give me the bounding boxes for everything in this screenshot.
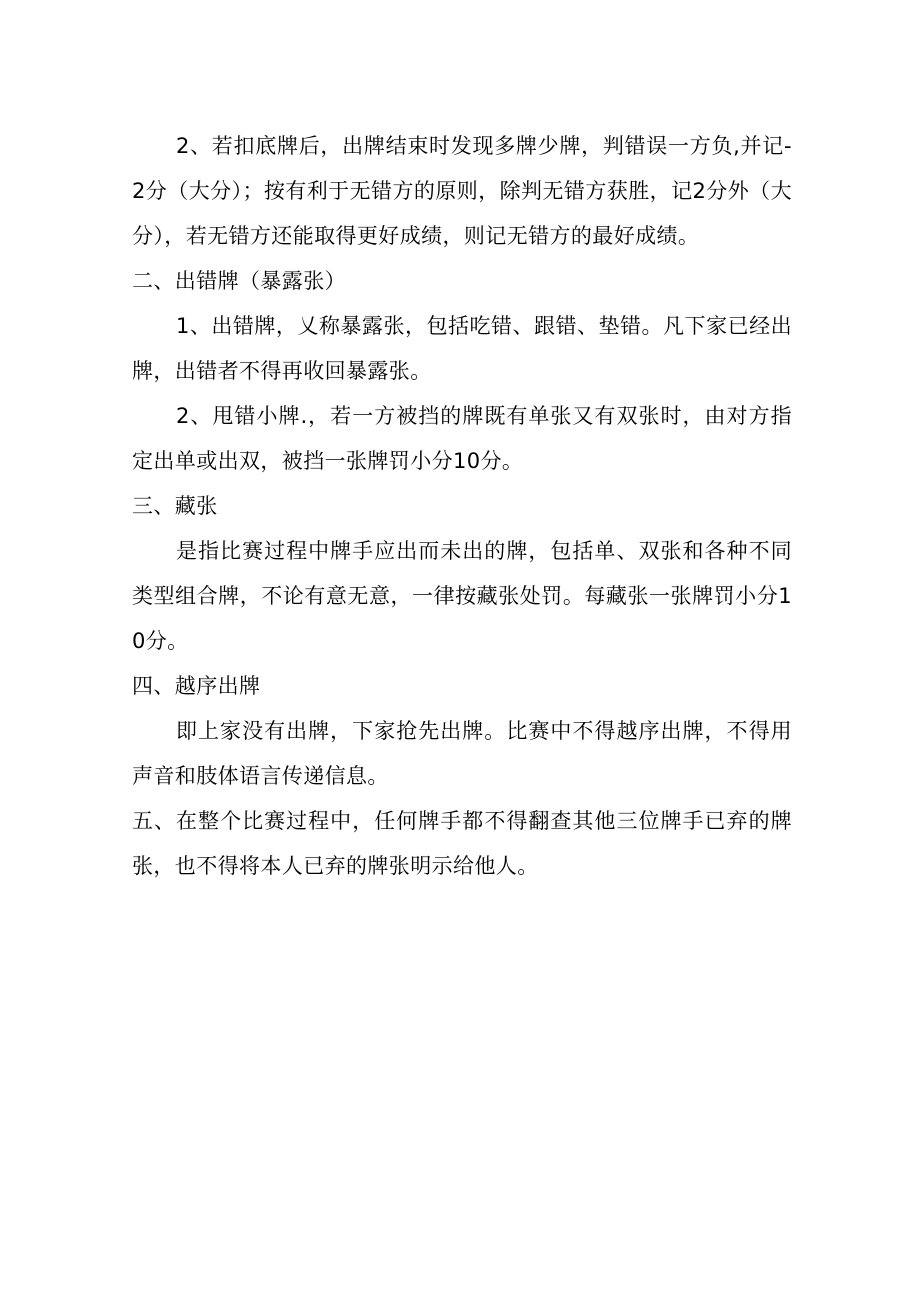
- rule-paragraph-hidden-card: 是指比赛过程中牌手应出而未出的牌，包括单、双张和各种不同类型组合牌，不论有意无意，一律按藏张处罚。每藏张一张牌罚小分10分。: [132, 539, 792, 653]
- rule-paragraph-wrong-card-2: 2、甩错小牌.，若一方被挡的牌既有单张又有双张时，由对方指定出单或出双，被挡一张牌罚小分10分。: [132, 404, 792, 473]
- rule-paragraph-2-misplay-count: 2、若扣底牌后，出牌结束时发现多牌少牌，判错误一方负,并记-2分（大分）；按有利于无错方的原则，除判无错方获胜，记2分外（大分），若无错方还能取得更好成绩，则记无错方的最好成绩。: [132, 134, 792, 248]
- rule-paragraph-out-of-turn: 即上家没有出牌，下家抢先出牌。比赛中不得越序出牌，不得用声音和肢体语言传递信息。: [132, 719, 792, 788]
- document-body: [132, 124, 792, 889]
- section-heading-hidden-card: 三、藏张: [132, 494, 218, 518]
- rule-paragraph-wrong-card-1: 1、出错牌，乂称暴露张，包括吃错、跟错、垫错。凡下家已经出牌，出错者不得再收回暴露张。: [132, 314, 792, 383]
- rule-paragraph-discard-inspection: 五、在整个比赛过程中，任何牌手都不得翻查其他三位牌手已弃的牌张，也不得将本人已弃的牌张明示给他人。: [132, 809, 792, 878]
- section-heading-out-of-turn: 四、越序出牌: [132, 674, 261, 698]
- section-heading-wrong-card: 二、出错牌（暴露张）: [132, 269, 346, 293]
